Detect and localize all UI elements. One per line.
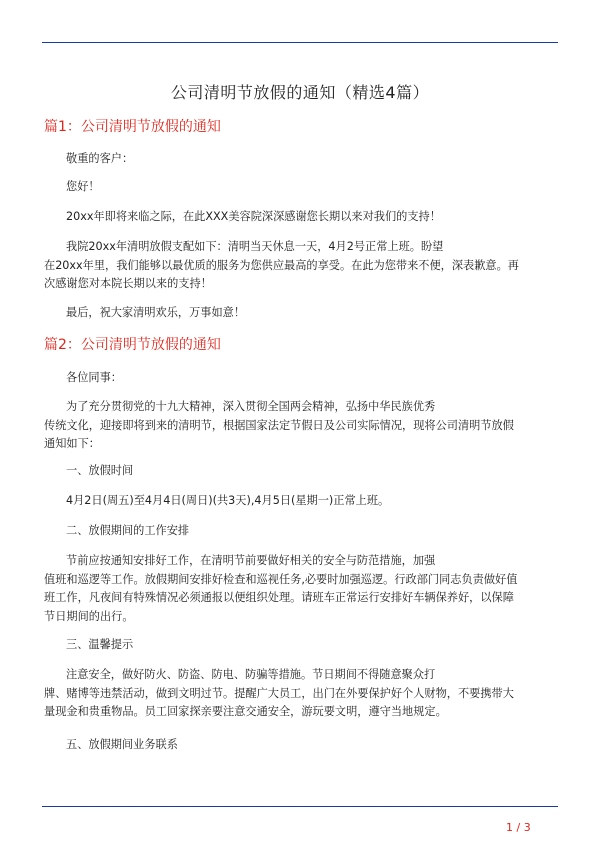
paragraph — [44, 304, 556, 323]
paragraph-line: 各位同事： — [66, 371, 122, 384]
paragraph — [44, 736, 556, 755]
paragraph — [44, 666, 556, 722]
paragraph-line: 4月2日(周五)至4月4日(周日)(共3天),4月5日(星期一)正常上班。 — [66, 494, 390, 507]
paragraph-line: 在20xx年里，我们能够以最优质的服务为您供应最高的享受。在此为您带来不便，深表歉意。再 — [44, 258, 519, 272]
section-heading-2: 篇2：公司清明节放假的通知 — [44, 337, 221, 353]
paragraph — [44, 238, 556, 294]
paragraph-line: 次感谢您对本院长期以来的支持！ — [44, 277, 212, 290]
page-number: 1 / 3 — [506, 821, 531, 834]
footer-rule — [42, 806, 558, 807]
paragraph-line: 节前应按通知安排好工作，在清明节前要做好相关的安全与防范措施，加强 — [66, 554, 436, 567]
paragraph — [44, 208, 556, 227]
paragraph — [44, 636, 556, 655]
document-title: 公司清明节放假的通知（精选4篇） — [170, 83, 430, 102]
paragraph-line: 五、放假期间业务联系 — [66, 738, 178, 751]
paragraph-line: 我院20xx年清明放假支配如下：清明当天休息一天，4月2号正常上班。盼望 — [66, 240, 444, 253]
paragraph-line: 牌、赌博等违禁活动，做到文明过节。提醒广大员工，出门在外要保护好个人财物，不要携带大 — [44, 686, 514, 700]
paragraph-line: 敬重的客户： — [66, 152, 134, 165]
paragraph — [44, 492, 556, 511]
paragraph-line: 注意安全，做好防火、防盗、防电、防骗等措施。节日期间不得随意聚众打 — [66, 668, 436, 681]
paragraph-line: 节日期间的出行。 — [44, 609, 134, 623]
paragraph — [44, 178, 556, 197]
paragraph-line: 值班和巡逻等工作。放假期间安排好检查和巡视任务,必要时加强巡逻。行政部门同志负责做好值 — [44, 572, 518, 586]
paragraph — [44, 150, 556, 169]
paragraph-line: 最后，祝大家清明欢乐，万事如意！ — [66, 306, 246, 319]
paragraph-line: 您好！ — [66, 180, 100, 193]
paragraph-line: 量现金和贵重物品。员工回家探亲要注意交通安全，游玩要文明，遵守当地规定。 — [44, 705, 447, 718]
paragraph-line: 一、放假时间 — [66, 464, 134, 477]
paragraph-line: 班工作，凡夜间有特殊情况必须通报以便组织处理。请班车正常运行安排好车辆保养好，以保障 — [44, 591, 514, 604]
paragraph-line: 传统文化，迎接即将到来的清明节，根据国家法定节假日及公司实际情况，现将公司清明节放假 — [44, 418, 514, 432]
paragraph-line: 为了充分贯彻党的十九大精神，深入贯彻全国两会精神，弘扬中华民族优秀 — [66, 400, 436, 413]
paragraph — [44, 462, 556, 481]
paragraph-line: 三、温馨提示 — [66, 638, 134, 651]
paragraph — [44, 369, 556, 388]
paragraph-line: 20xx年即将来临之际，在此XXX美容院深深感谢您长期以来对我们的支持！ — [66, 210, 441, 223]
paragraph-line: 二、放假期间的工作安排 — [66, 524, 190, 537]
paragraph — [44, 552, 556, 626]
paragraph-line: 通知如下： — [44, 437, 100, 450]
header-rule — [42, 42, 558, 43]
section-heading-1: 篇1：公司清明节放假的通知 — [44, 119, 221, 135]
paragraph — [44, 522, 556, 541]
paragraph — [44, 398, 556, 454]
